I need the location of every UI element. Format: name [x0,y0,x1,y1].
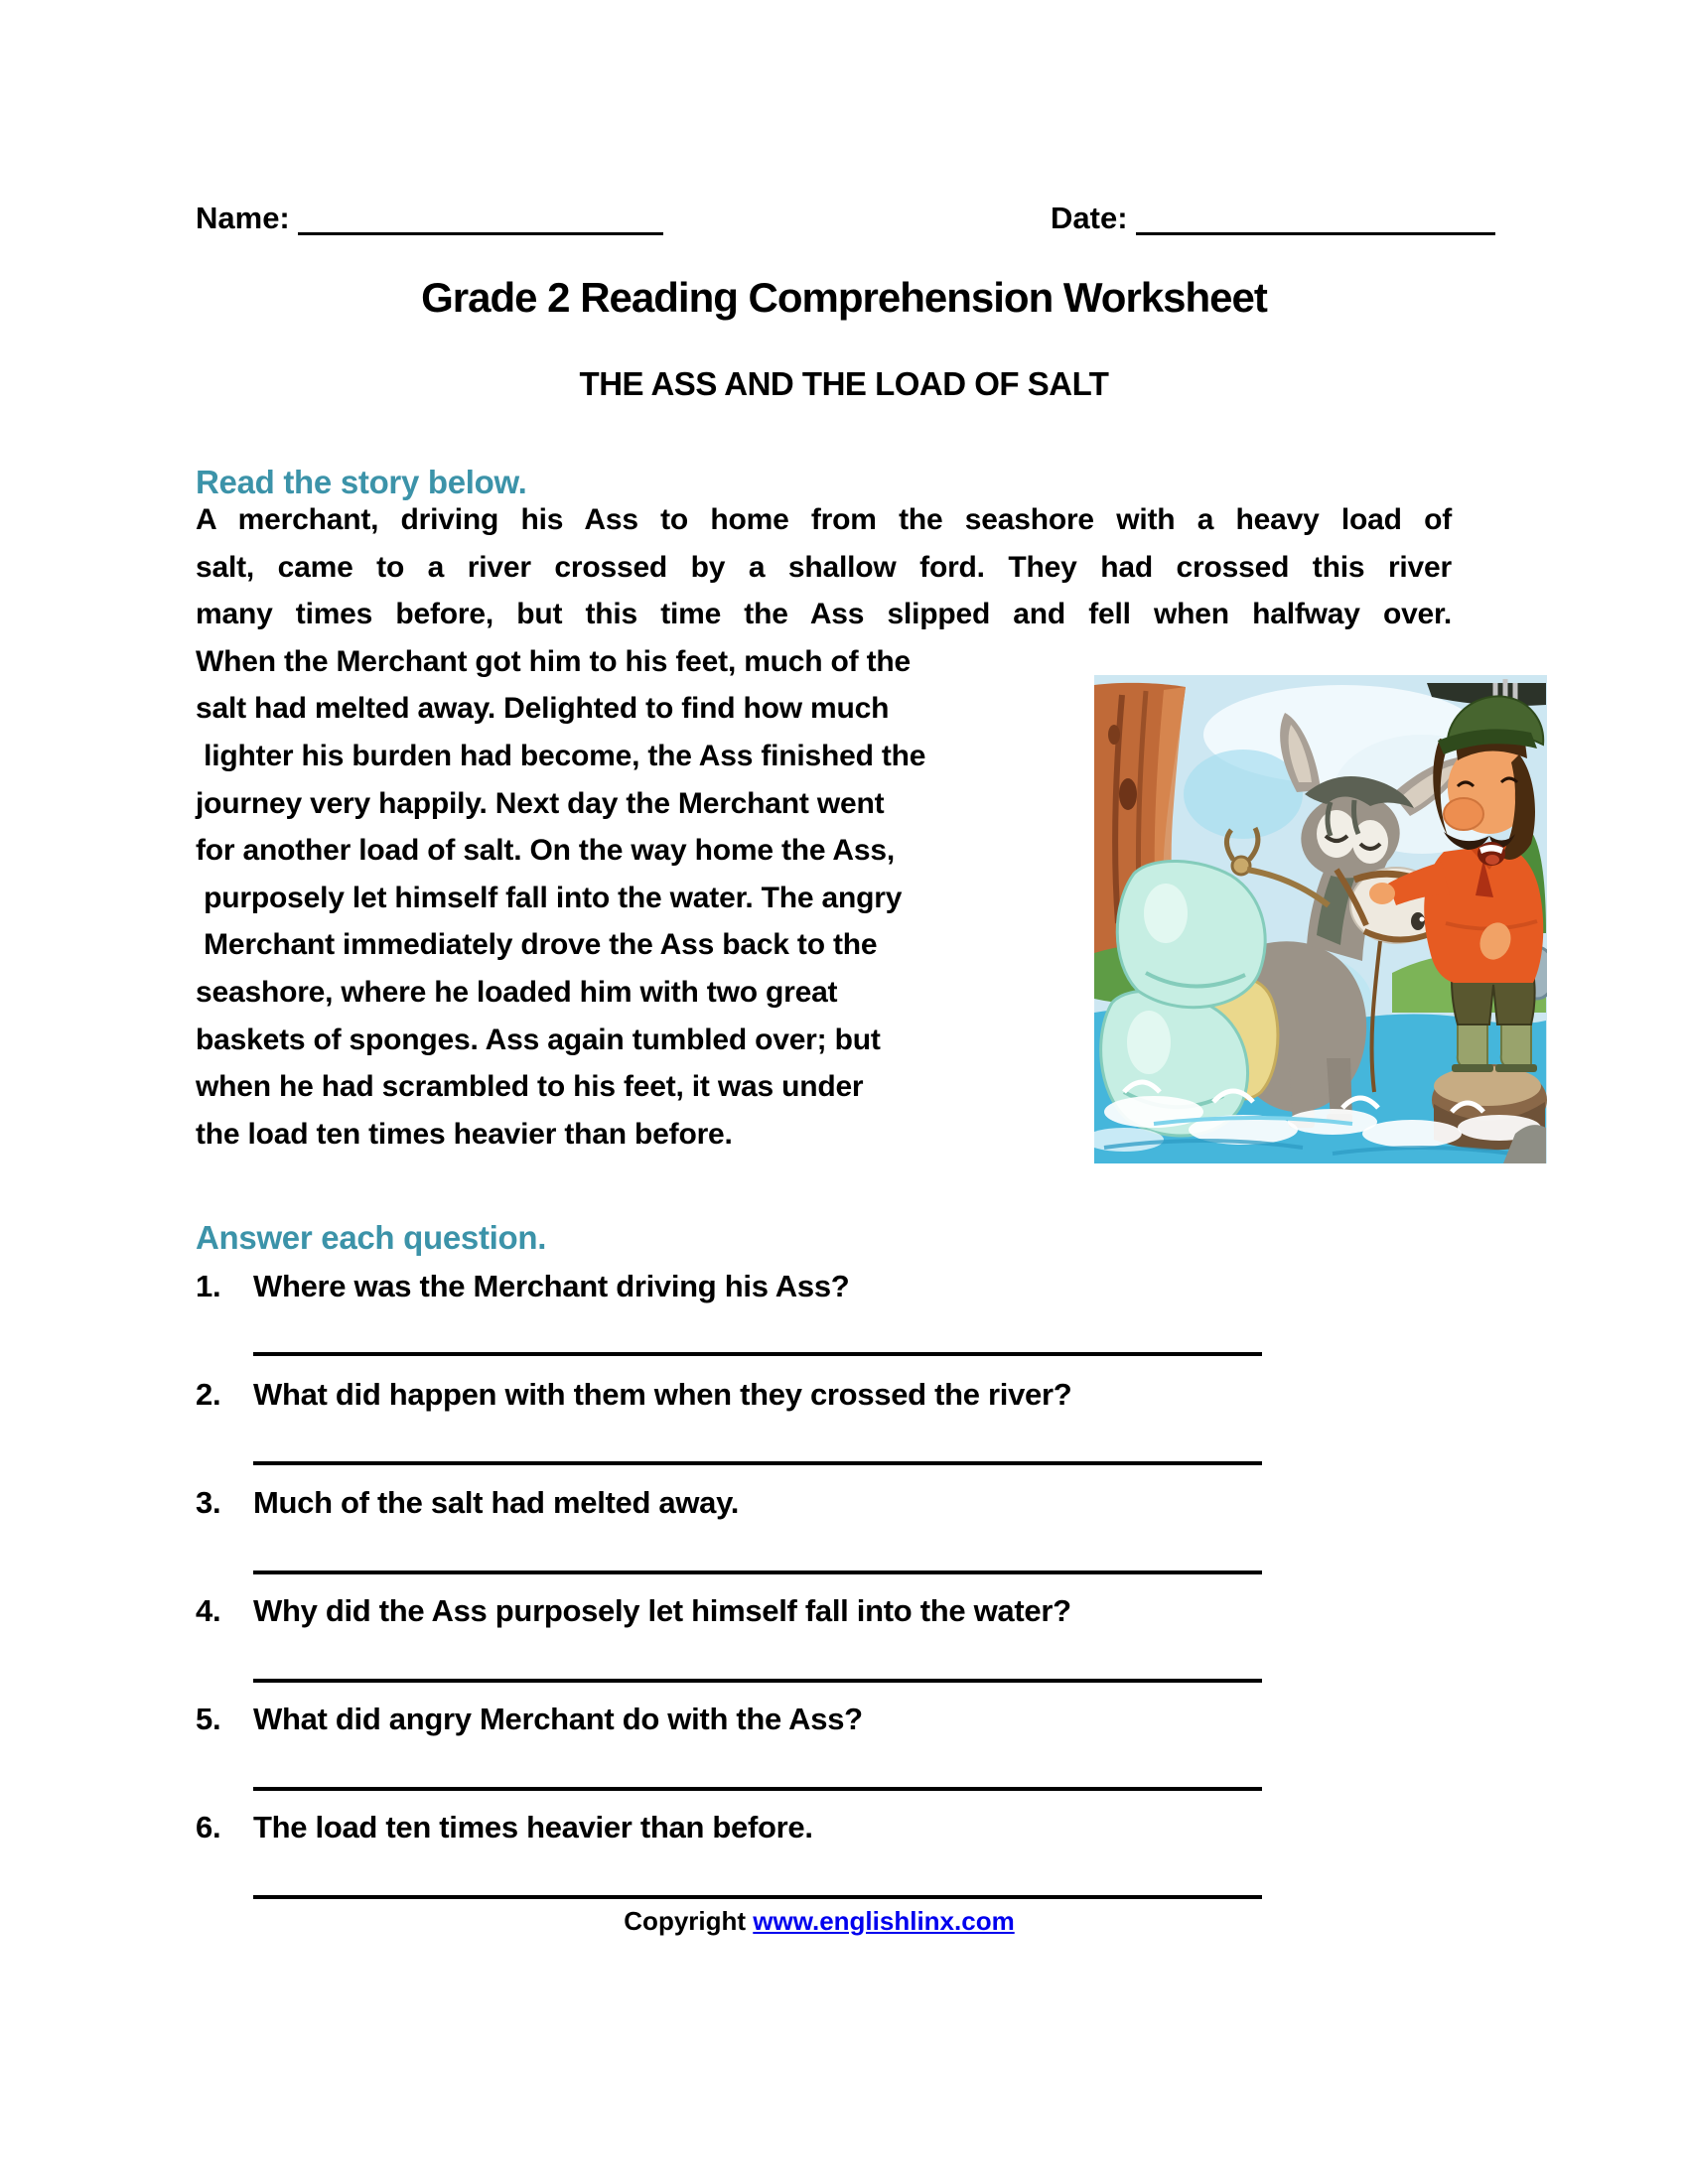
answer-blank-line [253,1895,1262,1899]
question-number: 1. [196,1269,221,1303]
read-story-instruction: Read the story below. [196,464,527,500]
question-text: The load ten times heavier than before. [253,1810,813,1844]
answer-blank-line [253,1570,1262,1574]
worksheet-title: Grade 2 Reading Comprehension Worksheet [421,274,1267,321]
story-line: When the Merchant got him to his feet, much of the [196,644,912,678]
answer-blank-line [253,1461,1262,1465]
question-text: Where was the Merchant driving his Ass? [253,1269,850,1303]
question-row [196,1593,1071,1629]
story-line: lighter his burden had become, the Ass finished the [196,739,926,772]
story-title: THE ASS AND THE LOAD OF SALT [579,365,1109,402]
story-line: many times before, but this time the Ass slipped and fell when halfway over. [196,598,1452,631]
story-line: A merchant, driving his Ass to home from the seashore with a heavy load of [196,503,1452,536]
date-row [1051,201,1495,236]
answer-blank-line [253,1679,1262,1683]
question-number: 3. [196,1485,221,1520]
question-row [196,1485,739,1521]
footer [0,1906,1638,1937]
merchant-donkey-river-picture [1094,675,1547,1163]
date-blank-line [1136,202,1495,235]
date-label: Date: [1051,201,1128,235]
question-number: 4. [196,1593,221,1628]
story-line: seashore, where he loaded him with two great [196,975,838,1009]
story-line: journey very happily. Next day the Merchant went [196,786,885,820]
story-line: salt had melted away. Delighted to find how much [196,692,890,726]
question-number: 2. [196,1377,221,1412]
story-line: for another load of salt. On the way home the Ass, [196,834,895,868]
question-row [196,1377,1071,1413]
name-blank-line [298,202,663,235]
name-row [196,201,663,236]
story-line: salt, came to a river crossed by a shallow ford. They had crossed this river [196,550,1452,584]
copyright-link[interactable]: www.englishlinx.com [753,1906,1015,1936]
copyright-label: Copyright [624,1906,754,1936]
question-number: 6. [196,1810,221,1844]
question-text: What did happen with them when they crossed the river? [253,1377,1072,1412]
question-row [196,1810,813,1845]
story-line: baskets of sponges. Ass again tumbled over; but [196,1023,881,1056]
answer-blank-line [253,1787,1262,1791]
story-line: purposely let himself fall into the water. The angry [196,881,903,914]
story-line: when he had scrambled to his feet, it was under [196,1070,864,1104]
name-label: Name: [196,201,290,235]
answer-blank-line [253,1352,1262,1356]
answer-questions-instruction: Answer each question. [196,1219,547,1256]
question-text: What did angry Merchant do with the Ass? [253,1702,863,1736]
question-row [196,1702,863,1737]
question-number: 5. [196,1702,221,1736]
question-text: Much of the salt had melted away. [253,1485,740,1520]
story-line: the load ten times heavier than before. [196,1117,733,1151]
question-text: Why did the Ass purposely let himself fall into the water? [253,1593,1071,1628]
question-row [196,1269,849,1304]
story-illustration [1094,675,1547,1163]
story-line: Merchant immediately drove the Ass back to the [196,928,878,962]
